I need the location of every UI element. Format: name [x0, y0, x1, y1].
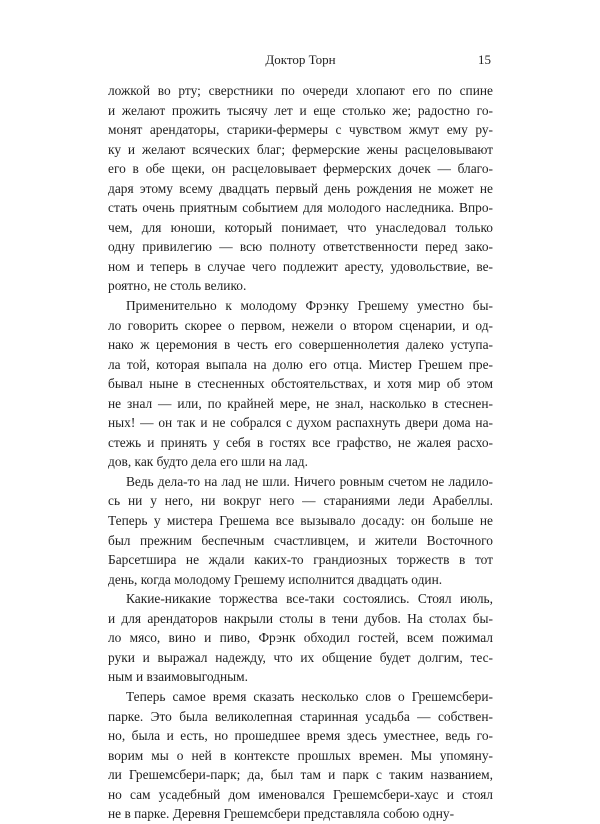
- text-line: Какие-никакие торжества все-таки состоялись. Стоял июль,: [126, 591, 493, 607]
- text-line: стать очень приятным событием для молодого наследника. Впро-: [108, 200, 493, 216]
- text-line: не в парке. Деревня Грешемсбери представляла собою одну-: [108, 806, 455, 822]
- text-line: ку и желают всяческих благ; фермерские жены расцеловывают: [108, 141, 493, 157]
- text-line: Барсетшира не ждали каких-то грандиозных торжеств в тот: [108, 552, 493, 568]
- text-line: ных! — он так и не собрался с духом распахнуть двери дома на-: [108, 415, 493, 431]
- text-line: бывал ныне в стесненных обстоятельствах, и хотя мир об этом: [108, 376, 493, 392]
- text-line: роятно, не столь велико.: [108, 278, 247, 294]
- text-line: Применительно к молодому Фрэнку Грешему уместно бы-: [126, 298, 493, 314]
- text-line: не знал — или, по крайней мере, не знал, насколько в стеснен-: [108, 395, 493, 411]
- paragraph: [108, 472, 493, 589]
- text-line: ным и взаимовыгодным.: [108, 669, 248, 685]
- text-line: ном и теперь в случае чего подлежит аресту, удовольствие, ве-: [108, 258, 493, 274]
- page-number: 15: [478, 52, 491, 67]
- text-line: Теперь самое время сказать несколько слов о Грешемсбери-: [126, 688, 493, 704]
- text-line: и желают прожить тысячу лет и еще столько же; радостно го-: [108, 102, 493, 118]
- text-line: ло мясо, вино и пиво, Фрэнк обходил гостей, всем пожимал: [108, 630, 493, 646]
- text-line: ли Грешемсбери-парк; да, был там и парк с таким названием,: [108, 767, 493, 783]
- text-line: ла той, которая выпала на долю его отца. Мистер Грешем пре-: [108, 356, 493, 372]
- text-line: и для арендаторов накрыли столы в тени дубов. На столах бы-: [108, 610, 493, 626]
- text-line: руки и выражал надежду, что их общение будет долгим, тес-: [108, 649, 493, 665]
- body-text: [108, 81, 493, 824]
- text-line: ло говорить скорее о первом, нежели о втором сценарии, и од-: [108, 317, 493, 333]
- text-line: сь ни у него, ни вокруг него — стараниями леди Арабеллы.: [108, 493, 493, 509]
- text-line: день, когда молодому Грешему исполнится двадцать один.: [108, 571, 443, 587]
- text-line: но, была и есть, но прошедшее время здесь уместнее, ведь го-: [108, 728, 493, 744]
- page-header: [108, 52, 493, 68]
- text-line: его в обе щеки, он расцеловывает фермерских дочек — благо-: [108, 161, 493, 177]
- text-line: но сам усадебный дом именовался Грешемсбери-хаус и стоял: [108, 786, 493, 802]
- running-title: Доктор Торн: [265, 52, 336, 67]
- text-line: одну привилегию — всю полноту ответственности перед зако-: [108, 239, 493, 255]
- text-line: чем, для юноши, который понимает, что унаследовал только: [108, 219, 493, 235]
- text-line: нако ж церемония в честь его совершеннолетия далеко уступа-: [108, 337, 493, 353]
- text-line: даря этому всему двадцать первый день рождения не может не: [108, 180, 493, 196]
- paragraph: [108, 296, 493, 472]
- text-line: монят арендаторы, старики-фермеры с чувством жмут ему ру-: [108, 122, 493, 138]
- text-line: Теперь у мистера Грешема все вызывало досаду: он больше не: [108, 513, 493, 529]
- paragraph: [108, 589, 493, 687]
- text-line: Ведь дела-то на лад не шли. Ничего ровным счетом не ладило-: [126, 473, 493, 489]
- paragraph: [108, 81, 493, 296]
- text-line: парке. Это была великолепная старинная усадьба — собствен-: [108, 708, 493, 724]
- text-line: был прежним беспечным счастливцем, и жители Восточного: [108, 532, 493, 548]
- text-line: дов, как будто дела его шли на лад.: [108, 454, 308, 470]
- text-line: ворим мы о ней в контексте прошлых времен. Мы упомяну-: [108, 747, 493, 763]
- text-line: ложкой во рту; сверстники по очереди хлопают его по спине: [108, 83, 493, 98]
- paragraph: [108, 687, 493, 824]
- text-line: стежь и принять у себя в гостях все графство, не жалея расхо-: [108, 434, 493, 450]
